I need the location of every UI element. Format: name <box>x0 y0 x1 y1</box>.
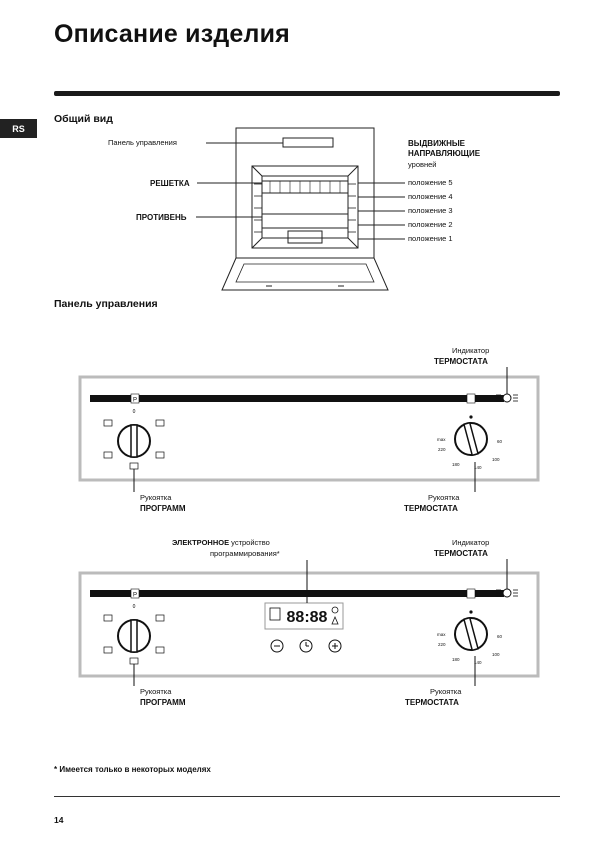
program-knob-label-2b: ПРОГРАММ <box>140 698 186 707</box>
panel2-p-label: P <box>132 592 138 599</box>
electronic-programmer-label-2: программирования* <box>210 549 280 558</box>
thermostat-indicator-label-2b: ТЕРМОСТАТА <box>434 549 488 558</box>
control-panel-1 <box>80 377 538 480</box>
thermostat-indicator-label-2: ТЕРМОСТАТА <box>434 357 488 366</box>
tray-callout: ПРОТИВЕНЬ <box>136 213 187 222</box>
control-panel-callout: Панель управления <box>108 138 177 147</box>
electronic-rest: устройство <box>229 538 270 547</box>
minus-button[interactable] <box>271 640 283 652</box>
bottom-rule <box>54 796 560 797</box>
position-2: положение 2 <box>408 220 453 229</box>
guides-title-3: уровней <box>408 160 437 169</box>
thermostat-knob-label-1b: Рукоятка <box>430 687 462 696</box>
svg-text:140: 140 <box>474 465 482 470</box>
svg-text:max: max <box>437 437 446 442</box>
program-knob-2[interactable] <box>118 620 150 652</box>
panel1-p-label: P <box>132 397 138 404</box>
thermostat-knob-label-2b: ТЕРМОСТАТА <box>405 698 459 707</box>
electronic-programmer[interactable] <box>265 603 343 629</box>
svg-text:60: 60 <box>497 439 503 444</box>
svg-text:max: max <box>437 632 446 637</box>
svg-text:60: 60 <box>497 634 503 639</box>
thermostat-knob[interactable] <box>455 423 487 455</box>
svg-text:140: 140 <box>474 660 482 665</box>
svg-text:180: 180 <box>452 657 460 662</box>
thermostat-indicator-label-1b: Индикатор <box>452 538 490 547</box>
plus-button[interactable] <box>329 640 341 652</box>
svg-text:180: 180 <box>452 462 460 467</box>
position-1: положение 1 <box>408 234 453 243</box>
footnote: * Имеется только в некоторых моделях <box>54 765 211 774</box>
svg-text:100: 100 <box>492 652 500 657</box>
control-panel-2 <box>80 573 538 676</box>
thermostat-knob-label-1: Рукоятка <box>428 493 460 502</box>
program-knob-label-2: ПРОГРАММ <box>140 504 186 513</box>
program-knob-label-1: Рукоятка <box>140 493 172 502</box>
rack-callout: РЕШЕТКА <box>150 179 190 188</box>
thermostat-indicator-label-1: Индикатор <box>452 346 490 355</box>
guides-title-1: ВЫДВИЖНЫЕ <box>408 139 466 148</box>
svg-text:220: 220 <box>438 642 446 647</box>
control-panel-heading: Панель управления <box>54 298 158 310</box>
program-dial-zero-2: 0 <box>132 604 136 610</box>
position-5: положение 5 <box>408 178 453 187</box>
position-3: положение 3 <box>408 206 453 215</box>
thermostat-indicator-light <box>503 394 511 402</box>
thermostat-knob-label-2: ТЕРМОСТАТА <box>404 504 458 513</box>
clock-button[interactable] <box>300 640 312 652</box>
thermostat-knob-2[interactable] <box>455 618 487 650</box>
page-title: Описание изделия <box>54 20 290 48</box>
program-knob[interactable] <box>118 425 150 457</box>
overview-heading: Общий вид <box>54 113 113 125</box>
guides-title-2: НАПРАВЛЯЮЩИЕ <box>408 149 481 158</box>
position-4: положение 4 <box>408 192 453 201</box>
thermostat-indicator-light-2 <box>503 589 511 597</box>
page-number: 14 <box>54 815 64 825</box>
svg-text:100: 100 <box>492 457 500 462</box>
svg-text:220: 220 <box>438 447 446 452</box>
electronic-bold: ЭЛЕКТРОННОЕ <box>172 538 230 547</box>
program-knob-label-1b: Рукоятка <box>140 687 172 696</box>
program-dial-zero: 0 <box>132 409 136 415</box>
language-tab: RS <box>0 119 37 138</box>
programmer-display: 88:88 <box>286 609 328 626</box>
